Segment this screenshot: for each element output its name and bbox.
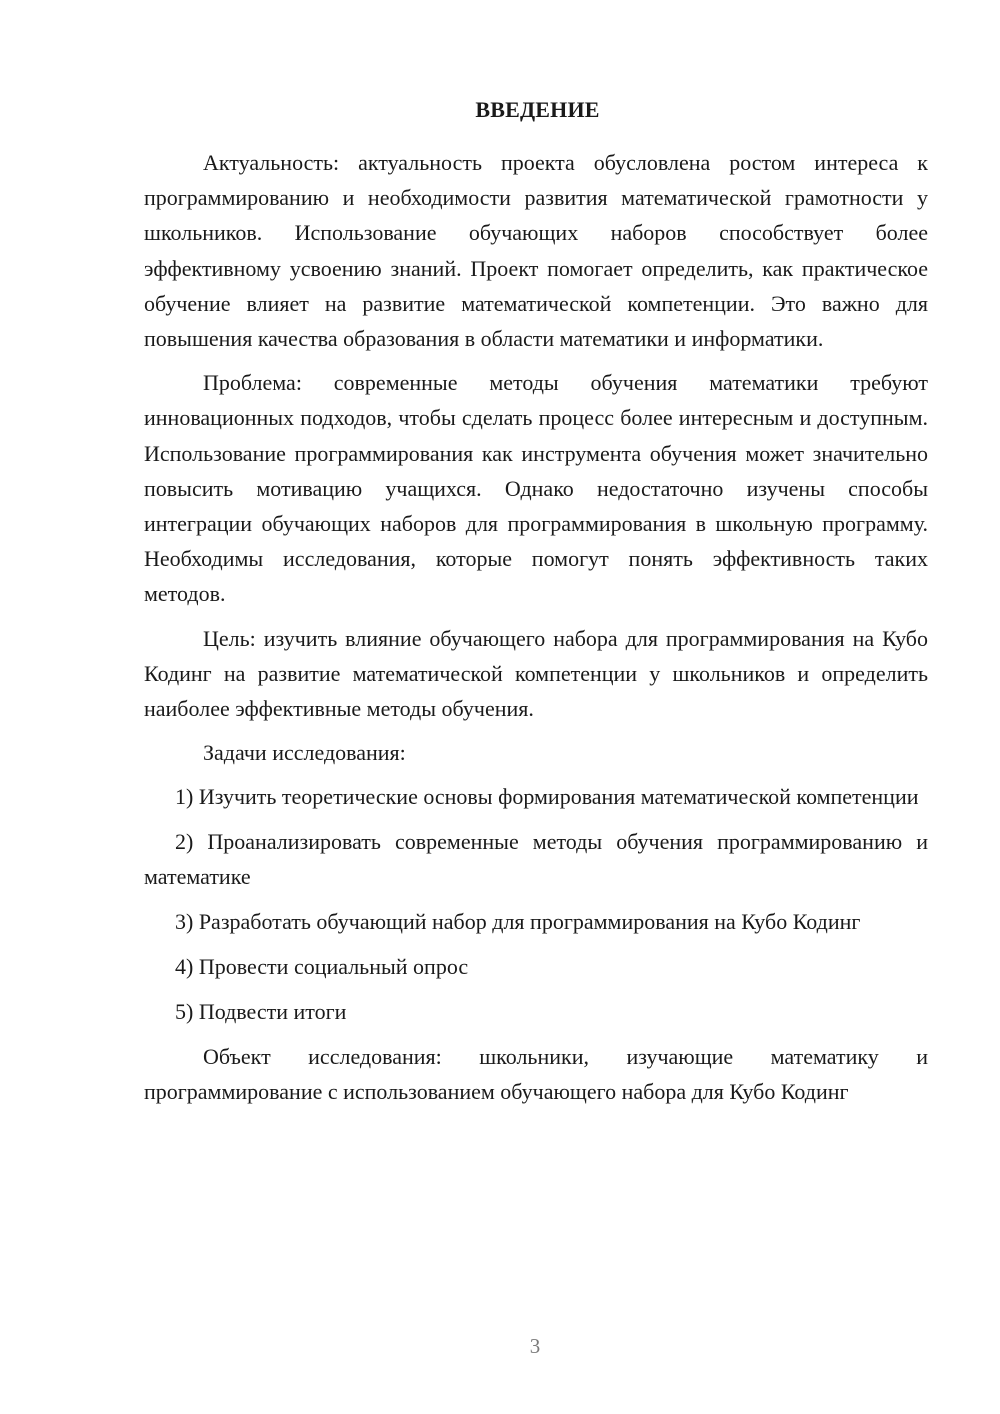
paragraph-goal: Цель: изучить влияние обучающего набора для программирования на Кубо Кодинг на развитие математической компетенции у школьников и определить наиболее эффективные методы обучения. — [144, 625, 928, 722]
list-item: 3) Разработать обучающий набор для программирования на Кубо Кодинг — [175, 909, 861, 935]
list-item: 2) Проанализировать современные методы обучения программированию и математике — [144, 829, 928, 890]
list-item: 5) Подвести итоги — [175, 998, 347, 1024]
tasks-list — [144, 779, 928, 1029]
paragraph-object: Объект исследования: школьники, изучающие математику и программирование с использованием обучающего набора для Кубо Кодинг — [144, 1043, 928, 1104]
document-page — [144, 95, 928, 1118]
list-item: 1) Изучить теоретические основы формирования математической компетенции — [175, 784, 919, 810]
paragraph-problem: Проблема: современные методы обучения математики требуют инновационных подходов, чтобы сделать процесс более интересным и доступным. Использование программирования как инструмента обучения может значительно повысить мотивацию учащихся. Однако недостаточно изучены способы интеграции обучающих наборов для программирования в школьную программу. Необходимы исследования, которые помогут понять эффективность таких методов. — [144, 370, 928, 607]
page-number: 3 — [529, 1334, 541, 1358]
paragraph-tasks-intro: Задачи исследования: — [203, 740, 406, 766]
paragraph-relevance: Актуальность: актуальность проекта обусловлена ростом интереса к программированию и необходимости развития математической грамотности у школьников. Использование обучающих наборов способствует более эффективному усвоению знаний. Проект помогает определить, как практическое обучение влияет на развитие математической компетенции. Это важно для повышения качества образования в области математики и информатики. — [144, 150, 928, 352]
section-heading: ВВЕДЕНИЕ — [475, 97, 600, 122]
list-item: 4) Провести социальный опрос — [175, 954, 469, 980]
